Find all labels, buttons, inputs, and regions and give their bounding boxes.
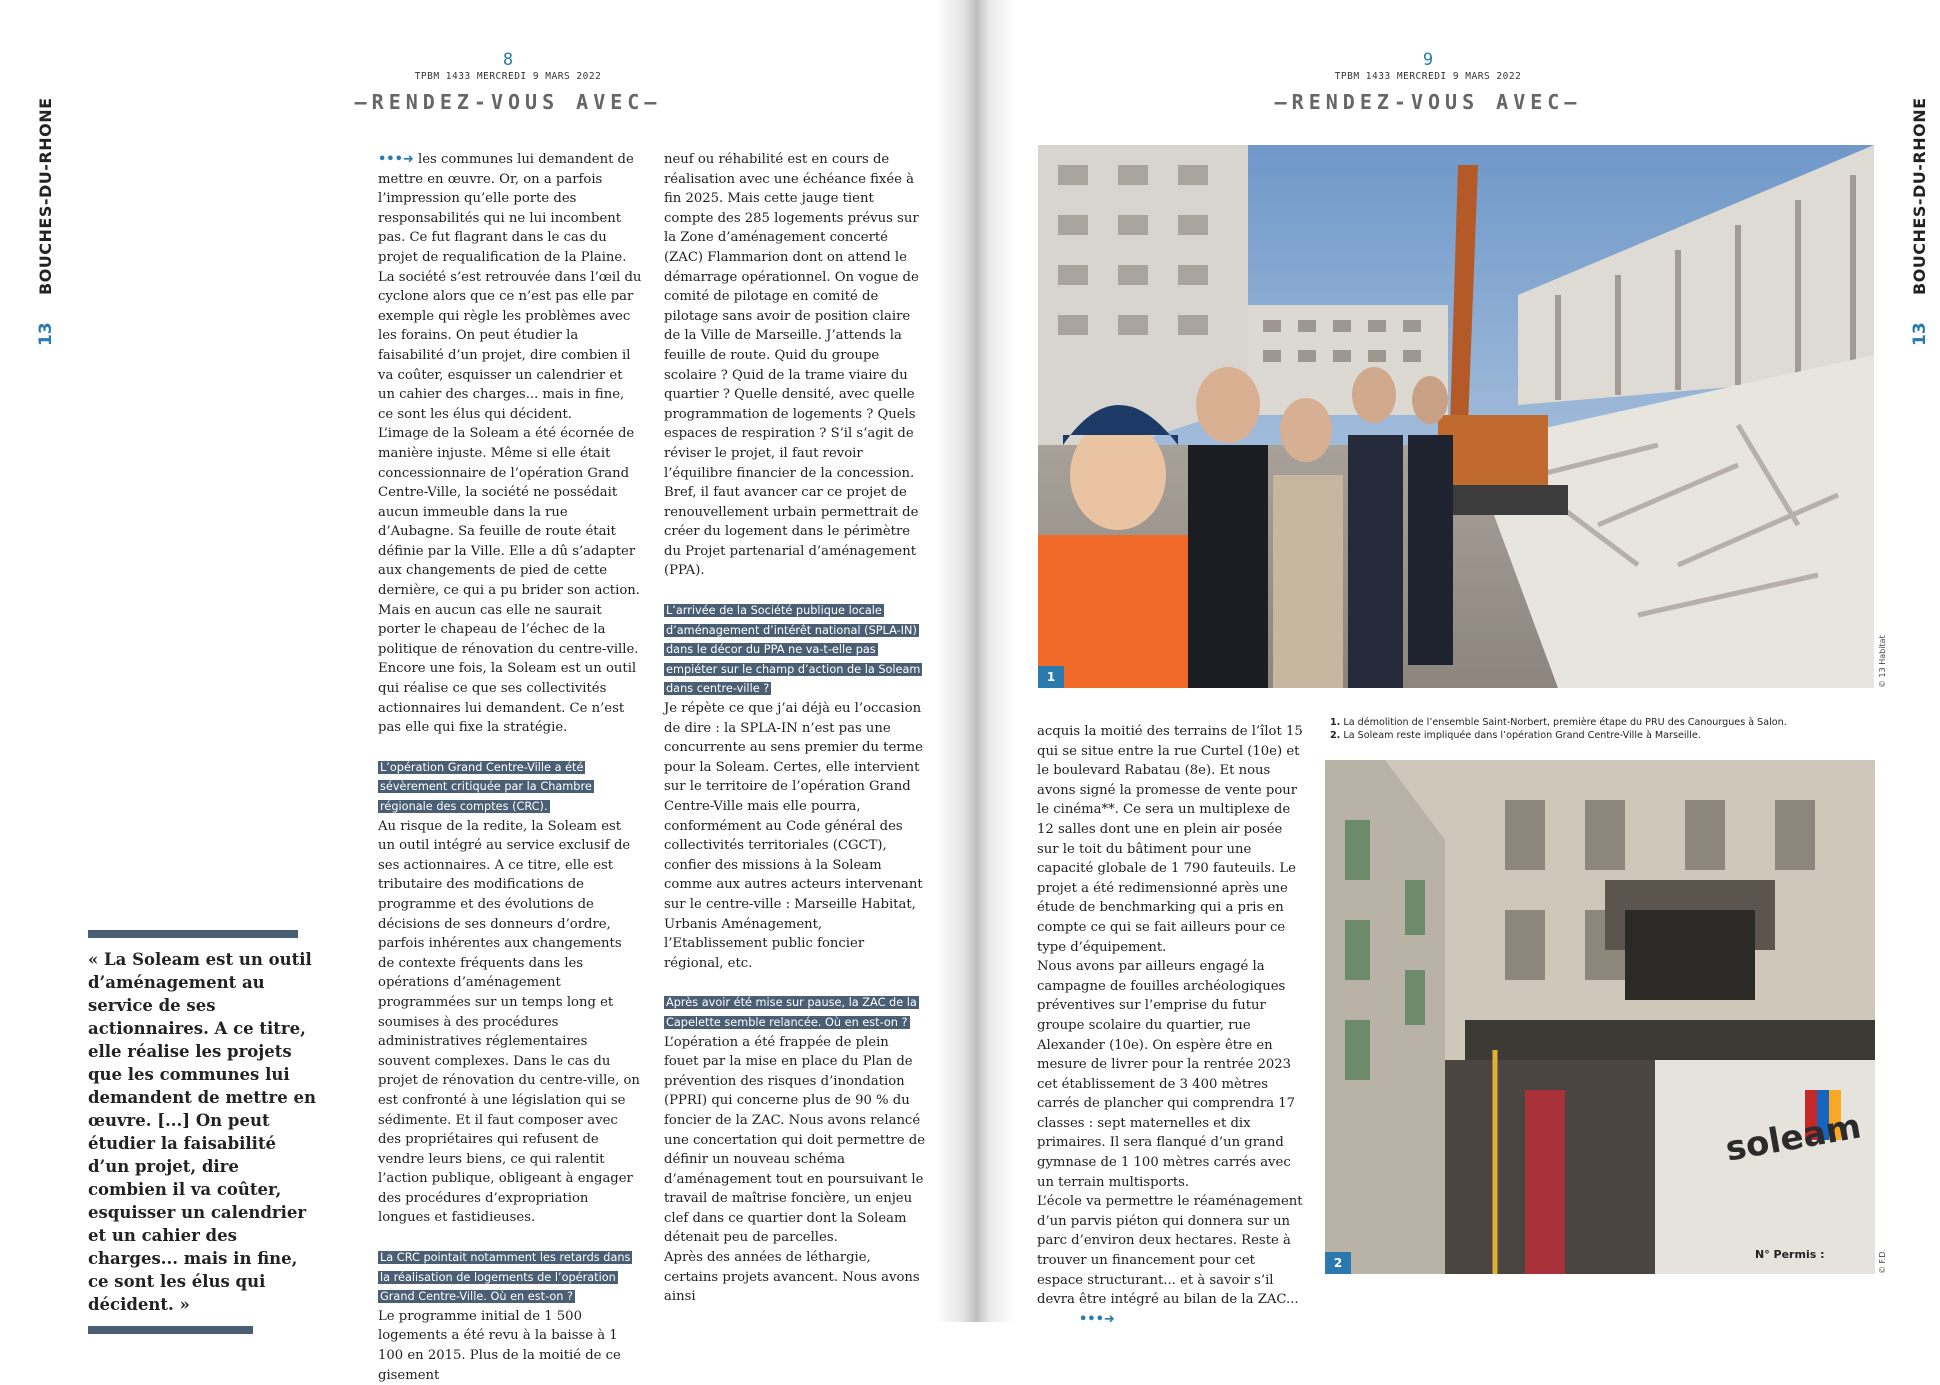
photo-number-badge: 1 — [1038, 666, 1064, 688]
paragraph: Bref, il faut avancer car ce projet de renouvellement urbain permettrait de créer du logement dans le périmètre du Projet partenarial d’aménagement (PPA). — [664, 485, 919, 579]
issue-line: TPBM 1433 MERCREDI 9 MARS 2022 — [1334, 71, 1522, 82]
caption: 2. La Soleam reste impliquée dans l’opération Grand Centre-Ville à Marseille. — [1330, 730, 1701, 741]
section-label: BOUCHES-DU-RHONE — [1910, 97, 1929, 295]
photo-credit: © 13 Habitat — [1878, 635, 1887, 688]
folio-right — [1248, 50, 1608, 114]
article-column-2 — [664, 150, 926, 1307]
continued-arrow-icon: •••➜ — [378, 152, 414, 167]
paragraph: Après des années de léthargie, certains projets avancent. Nous avons ainsi — [664, 1250, 920, 1305]
paragraph: Le programme initial de 1 500 logements a été revu à la baisse à 1 100 en 2015. Plus de la moitié de ce gisement — [378, 1308, 621, 1383]
pull-quote — [88, 930, 323, 1334]
issue-line: TPBM 1433 MERCREDI 9 MARS 2022 — [414, 71, 602, 82]
pull-quote-rule — [88, 1326, 253, 1334]
folio-left — [328, 50, 688, 114]
paragraph: acquis la moitié des terrains de l’îlot 15 qui se situe entre la rue Curtel (10e) et le boulevard Rabatau (8e). Et nous avons signé la promesse de vente pour le cinéma**. Ce sera un multiplexe de 12 salles dont une en plein air posée sur le toit du bâtiment pour une capacité globale de 1 790 fauteuils. Le projet a été redimensionné après une étude de benchmarking qui a pris en compte ce qui se fait ailleurs pour ce type d’équipement. — [1037, 724, 1303, 955]
photo-number-badge: 2 — [1325, 1252, 1351, 1274]
soleam-sign-logo: soleam — [1722, 1106, 1865, 1170]
binding-gutter — [935, 0, 1015, 1322]
section-tab-right — [1910, 97, 1934, 346]
paragraph: L’école va permettre le réaménagement d’un parvis piéton qui donnera sur un parc d’environ deux hectares. Reste à trouver un financement pour cet espace structurant... et à savoir s’il devra être intégré au bilan de la ZAC... •••➜ — [1037, 1194, 1303, 1327]
paragraph: L’image de la Soleam a été écornée de manière injuste. Même si elle était concessionnaire de l’opération Grand Centre-Ville, la société ne possédait aucun immeuble dans la rue d’Aubagne. Sa feuille de route était définie par la Ville. Elle a dû s’adapter aux changements de pied de cette dernière, ce qui a pu brider son action. Mais en aucun cas elle ne saurait porter le chapeau de l’échec de la politique de rénovation du centre-ville. Encore une fois, la Soleam est un outil qui réalise ce que ses collectivités actionnaires lui demandent. Ce n’est pas elle qui fixe la stratégie. — [378, 426, 640, 736]
photo-demolition — [1038, 145, 1874, 688]
left-page — [0, 0, 970, 1383]
rubric-title: —RENDEZ-VOUS AVEC— — [1274, 90, 1582, 114]
paragraph: neuf ou réhabilité est en cours de réalisation avec une échéance fixée à fin 2025. Mais cette jauge tient compte des 285 logements prévus sur la Zone d’aménagement concerté (ZAC) Flammarion dont on attend le démarrage opérationnel. On vogue de comité de pilotage en comité de pilotage sans avoir de position claire de la Ville de Marseille. J’attends la feuille de route. Quid du groupe scolaire ? Quid de la trame viaire du quartier ? Quelle densité, avec quelle programmation de logements ? Quels espaces de respiration ? S’il s’agit de réviser le projet, il faut revoir l’équilibre financier de la concession. — [664, 152, 919, 481]
interview-question: La CRC pointait notamment les retards dans la réalisation de logements de l’opération Grand Centre-Ville. Où en est-on ? — [380, 1251, 631, 1304]
article-column-1 — [378, 150, 642, 1385]
photo-captions — [1330, 716, 1850, 742]
caption: 1. La démolition de l’ensemble Saint-Norbert, première étape du PRU des Canourgues à Salon. — [1330, 717, 1787, 728]
section-number: 13 — [1910, 322, 1930, 346]
interview-question: Après avoir été mise sur pause, la ZAC de la Capelette semble relancée. Où en est-on ? — [666, 996, 917, 1029]
photo-grand-centre-ville — [1325, 760, 1875, 1274]
page-number: 8 — [502, 50, 514, 70]
photo-credit: © F.D. — [1878, 1248, 1887, 1274]
paragraph: Je répète ce que j’ai déjà eu l’occasion de dire : la SPLA-IN n’est pas une concurrente au sens premier du terme pour la Soleam. Certes, elle intervient sur le territoire de l’opération Grand Centre-Ville mais elle pourra, conformément au Code général des collectivités territoriales (CGCT), confier des missions à la Soleam comme aux autres acteurs intervenant sur le centre-ville : Marseille Habitat, Urbanis Aménagement, l’Etablissement public foncier régional, etc. — [664, 701, 923, 971]
section-label: BOUCHES-DU-RHONE — [36, 97, 55, 295]
continued-arrow-icon: •••➜ — [1079, 1311, 1115, 1327]
demolition-scene-image — [1038, 145, 1874, 688]
interview-question: L’opération Grand Centre-Ville a été sévèrement critiquée par la Chambre régionale des comptes (CRC). — [380, 760, 592, 813]
right-page — [970, 0, 1940, 1327]
pull-quote-rule — [88, 930, 298, 938]
interview-question: L’arrivée de la Société publique locale d’aménagement d’intérêt national (SPLA-IN) dans le décor du PPA ne va-t-elle pas empiéter sur le champ d’action de la Soleam dans centre-ville ? — [666, 604, 921, 696]
pull-quote-text: « La Soleam est un outil d’aménagement au service de ses actionnaires. A ce titre, elle réalise les projets que les communes lui demandent de mettre en œuvre. [...] On peut étudier la faisabilité d’un projet, dire combien il va coûter, esquisser un calendrier et un cahier des charges... mais in fine, ce sont les élus qui décident. » — [88, 950, 316, 1314]
page-number: 9 — [1422, 50, 1434, 70]
paragraph: Au risque de la redite, la Soleam est un outil intégré au service exclusif de ses actionnaires. A ce titre, elle est tributaire des modifications de programme et des évolutions de décisions de ses donneurs d’ordre, parfois inhérentes aux changements de contexte fréquents dans les opérations d’aménagement programmées sur un temps long et soumises à des procédures administratives réglementaires souvent complexes. Dans le cas du projet de rénovation du centre-ville, on est confronté à une législation qui se sédimente. Et il faut composer avec des propriétaires qui refusent de vendre leurs biens, ce qui ralentit l’action publique, obligeant à engager des procédures d’expropriation longues et fastidieuses. — [378, 818, 640, 1226]
section-tab-left — [36, 97, 60, 346]
paragraph: L’opération a été frappée de plein fouet par la mise en place du Plan de prévention des risques d’inondation (PPRI) qui concerne plus de 90 % du foncier de la ZAC. Nous avons relancé une concertation qui doit permettre de définir un nouveau schéma d’aménagement tout en poursuivant le travail de maîtrise foncière, un enjeu clef dans ce quartier dont la Soleam détenait peu de parcelles. — [664, 1034, 926, 1246]
paragraph: Nous avons par ailleurs engagé la campagne de fouilles archéologiques préventives sur l’emprise du futur groupe scolaire du quartier, rue Alexander (10e). On espère être en mesure de livrer pour la rentrée 2023 cet établissement de 3 400 mètres carrés de plancher qui comprendra 17 classes : sept maternelles et dix primaires. Il sera flanqué d’un grand gymnase de 1 100 mètres carrés avec un terrain multisports. — [1037, 959, 1296, 1190]
article-column-3 — [1037, 722, 1305, 1329]
paragraph: •••➜ les communes lui demandent de mettre en œuvre. Or, on a parfois l’impression qu’elle porte des responsabilités qui ne lui incombent pas. Ce fut flagrant dans le cas du projet de requalification de la Plaine. La société s’est retrouvée dans l’œil du cyclone alors que ce n’est pas elle par exemple qui règle les problèmes avec les forains. On peut étudier la faisabilité d’un projet, dire combien il va coûter, esquisser un calendrier et un cahier des charges... mais in fine, ce sont les élus qui décident. — [378, 152, 642, 422]
facade-scene-image — [1325, 760, 1875, 1274]
section-number: 13 — [36, 322, 56, 346]
rubric-title: —RENDEZ-VOUS AVEC— — [354, 90, 662, 114]
permit-sign: N° Permis : — [1755, 1248, 1825, 1261]
